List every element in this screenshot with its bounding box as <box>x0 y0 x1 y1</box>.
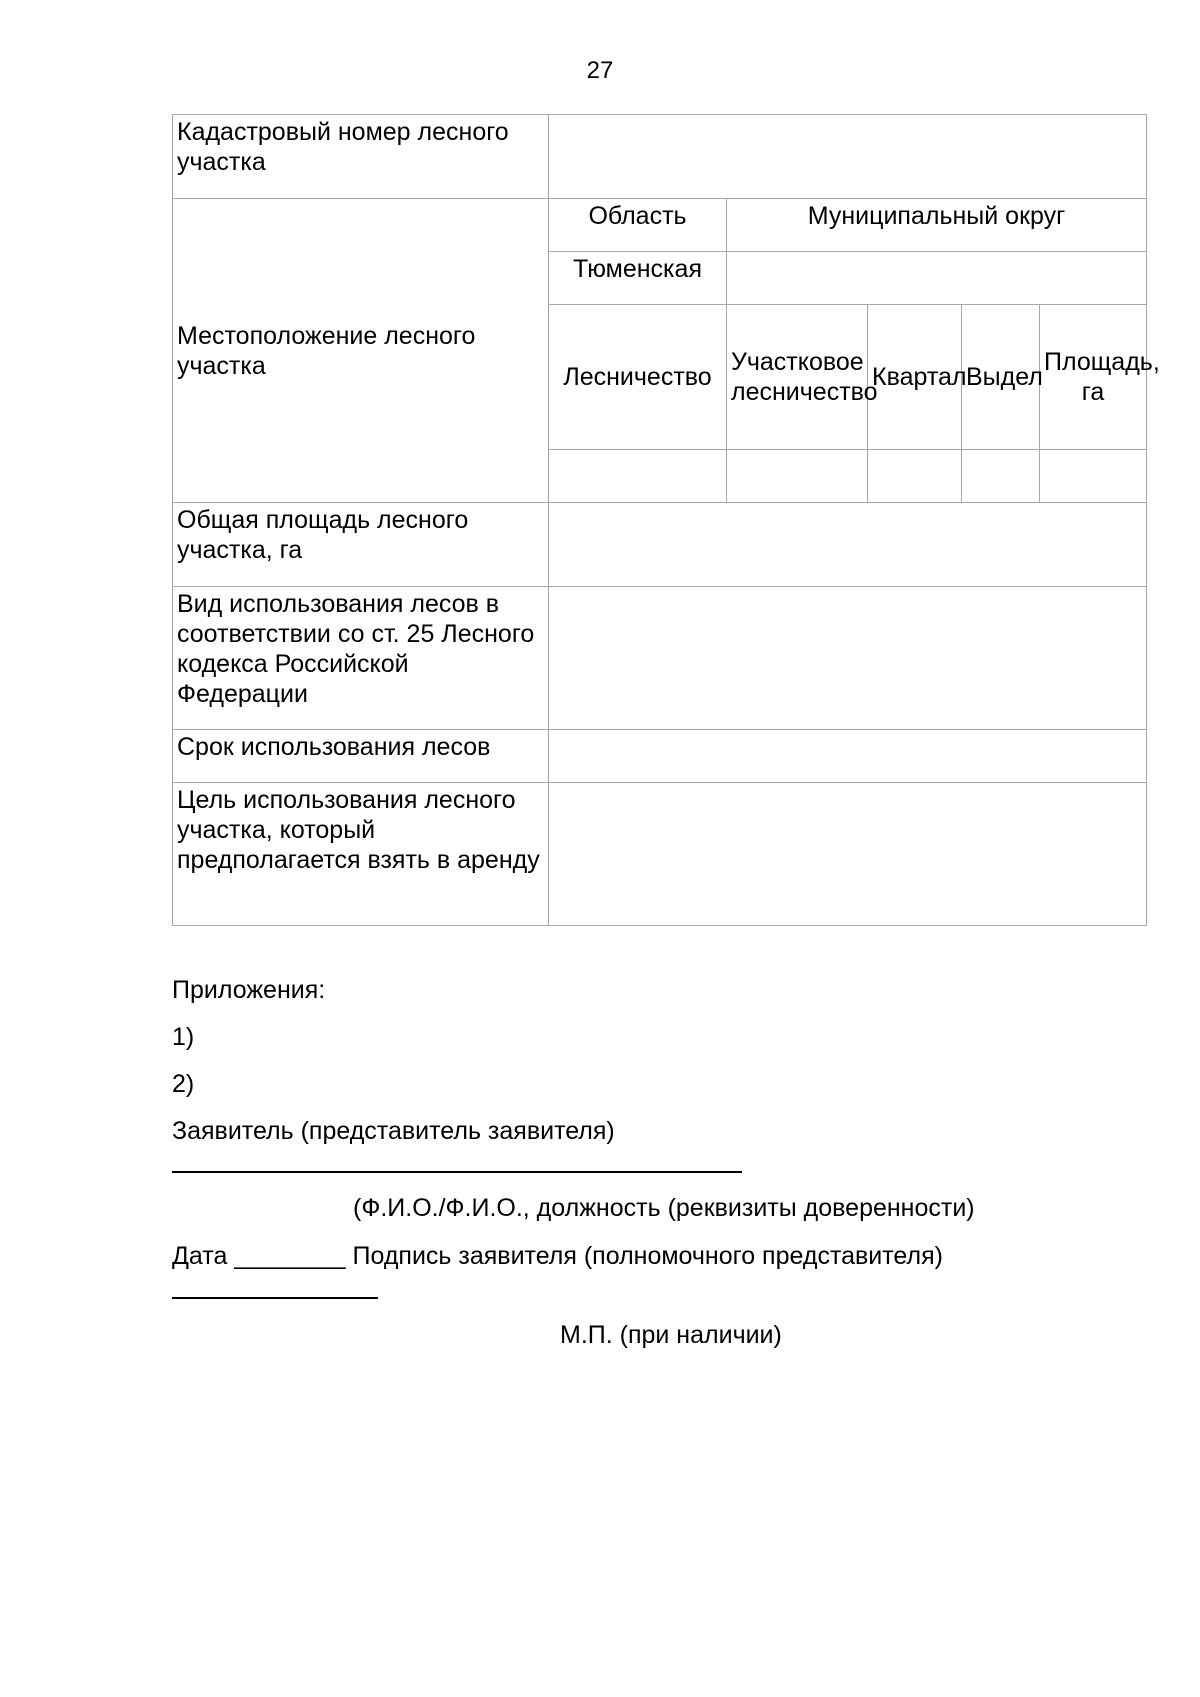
applicant-name-line[interactable] <box>172 1171 742 1173</box>
total-area-value[interactable] <box>549 503 1147 587</box>
cadastral-number-value[interactable] <box>549 115 1147 199</box>
usage-type-value[interactable] <box>549 587 1147 730</box>
attachment-item-2: 2) <box>172 1070 195 1098</box>
municipal-district-value[interactable] <box>727 252 1147 305</box>
purpose-label: Цель использования лесного участка, который предполагается взять в аренду <box>173 783 549 926</box>
allotment-header: Выдел <box>962 305 1040 450</box>
district-forestry-header: Участковое лесничество <box>727 305 868 450</box>
area-value[interactable] <box>1040 450 1147 503</box>
date-and-signature-line <box>172 1241 943 1271</box>
total-area-label: Общая площадь лесного участка, га <box>173 503 549 587</box>
signature-line[interactable] <box>172 1297 378 1299</box>
usage-term-value[interactable] <box>549 730 1147 783</box>
stamp-label: М.П. (при наличии) <box>560 1321 782 1349</box>
table-row <box>173 115 1147 199</box>
table-row <box>173 587 1147 730</box>
forest-plot-table <box>172 114 1160 926</box>
date-label: Дата ________ <box>172 1242 346 1270</box>
location-label: Местоположение лесного участка <box>173 199 549 503</box>
attachment-item-1: 1) <box>172 1023 195 1051</box>
signature-label: Подпись заявителя (полномочного представителя) <box>352 1242 943 1270</box>
applicant-label: Заявитель (представитель заявителя) <box>172 1117 615 1145</box>
forestry-value[interactable] <box>549 450 727 503</box>
municipal-district-header: Муниципальный округ <box>727 199 1147 252</box>
usage-term-label: Срок использования лесов <box>173 730 549 783</box>
region-value: Тюменская <box>549 252 727 305</box>
forestry-header: Лесничество <box>549 305 727 450</box>
area-header: Площадь, га <box>1040 305 1147 450</box>
region-header: Область <box>549 199 727 252</box>
table-row <box>173 783 1147 926</box>
cadastral-number-label: Кадастровый номер лесного участка <box>173 115 549 199</box>
district-forestry-value[interactable] <box>727 450 868 503</box>
usage-type-label: Вид использования лесов в соответствии со ст. 25 Лесного кодекса Российской Федерации <box>173 587 549 730</box>
page-number: 27 <box>586 57 614 84</box>
table-row <box>173 503 1147 587</box>
quarter-header: Квартал <box>868 305 962 450</box>
quarter-value[interactable] <box>868 450 962 503</box>
table-row <box>173 730 1147 783</box>
name-caption: (Ф.И.О./Ф.И.О., должность (реквизиты доверенности) <box>353 1194 975 1222</box>
allotment-value[interactable] <box>962 450 1040 503</box>
table-row <box>173 199 1147 252</box>
purpose-value[interactable] <box>549 783 1147 926</box>
attachments-title: Приложения: <box>172 976 326 1004</box>
